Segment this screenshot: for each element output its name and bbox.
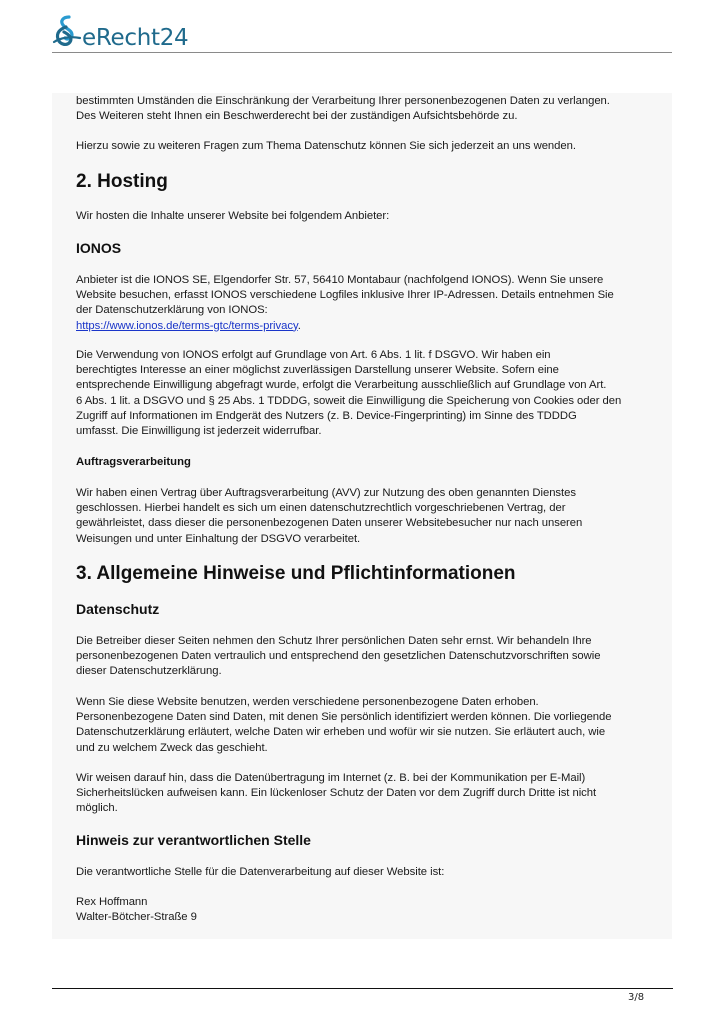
ionos-paragraph-1 — [76, 273, 652, 334]
responsible-address — [76, 895, 652, 925]
subheading-ionos: IONOS — [76, 240, 122, 256]
text-line: geschlossen. Hierbei handelt es sich um einen datenschutzrechtlich vorgeschriebenen Vertrag, der — [76, 502, 566, 515]
text-line: berechtigtes Interesse an einer möglichst zuverlässigen Darstellung unserer Website. Sofern eine — [76, 364, 559, 377]
logo-text: eRecht24 — [82, 25, 189, 51]
document-content — [52, 93, 672, 939]
text-line: personenbezogenen Daten vertraulich und entsprechend den gesetzlichen Datenschutzvorschriften sowie — [76, 650, 601, 663]
section-sign-icon — [52, 14, 82, 52]
section-heading-hosting: 2. Hosting — [76, 171, 168, 192]
text-line: Weisungen und unter Einhaltung der DSGVO verarbeitet. — [76, 532, 361, 545]
text-line: und zu welchem Zweck das geschieht. — [76, 741, 268, 754]
text-line: Die Verwendung von IONOS erfolgt auf Grundlage von Art. 6 Abs. 1 lit. f DSGVO. Wir haben ein — [76, 349, 551, 361]
text-line: umfasst. Die Einwilligung ist jederzeit widerrufbar. — [76, 425, 322, 438]
text-line: Zugriff auf Informationen im Endgerät des Nutzers (z. B. Device-Fingerprinting) im Sinne des TDDDG — [76, 409, 577, 422]
text-line: Wir haben einen Vertrag über Auftragsverarbeitung (AVV) zur Nutzung des oben genannten Dienstes — [76, 487, 576, 499]
text-line: möglich. — [76, 802, 118, 815]
text-line: Datenschutzerklärung erläutert, welche Daten wir erheben und wofür wir sie nutzen. Sie erläutert auch, wie — [76, 726, 606, 739]
text-line: gewährleistet, dass dieser die personenbezogenen Daten unserer Websitebesucher nur nach unseren — [76, 517, 583, 530]
privacy-paragraph-1 — [76, 634, 652, 680]
subheading-responsible-party: Hinweis zur verantwortlichen Stelle — [76, 832, 311, 848]
text-line: Anbieter ist die IONOS SE, Elgendorfer Str. 57, 56410 Montabaur (nachfolgend IONOS). Wenn Sie unsere — [76, 274, 604, 286]
text-line: Wir weisen darauf hin, dass die Datenübertragung im Internet (z. B. bei der Kommunikation per E-Mail) — [76, 772, 586, 784]
text-line: Sicherheitslücken aufweisen kann. Ein lückenloser Schutz der Daten vor dem Zugriff durch Dritte ist nicht — [76, 787, 597, 800]
text-line: Des Weiteren steht Ihnen ein Beschwerderecht bei der zuständigen Aufsichtsbehörde zu. — [76, 110, 518, 123]
responsible-name: Rex Hoffmann — [76, 896, 148, 908]
text-line: dieser Datenschutzerklärung. — [76, 665, 222, 678]
text-line: der Datenschutzerklärung von IONOS: — [76, 304, 268, 317]
responsible-intro: Die verantwortliche Stelle für die Datenverarbeitung auf dieser Website ist: — [76, 866, 445, 878]
header-divider — [52, 52, 672, 53]
footer-divider — [52, 988, 673, 989]
privacy-paragraph-2 — [76, 695, 652, 756]
ionos-privacy-link[interactable]: https://www.ionos.de/terms-gtc/terms-privacy — [76, 319, 298, 332]
hosting-intro: Wir hosten die Inhalte unserer Website bei folgendem Anbieter: — [76, 210, 390, 222]
text-line — [76, 319, 652, 334]
intro-paragraph-2: Hierzu sowie zu weiteren Fragen zum Thema Datenschutz können Sie sich jederzeit an uns wenden. — [76, 140, 576, 152]
ionos-paragraph-2 — [76, 348, 652, 439]
responsible-street: Walter-Bötcher-Straße 9 — [76, 911, 197, 924]
text-line: Website besuchen, erfasst IONOS verschiedene Logfiles inklusive Ihrer IP-Adressen. Details entnehmen Sie — [76, 289, 614, 302]
subheading-auftragsverarbeitung: Auftragsverarbeitung — [76, 456, 191, 468]
link-suffix: . — [297, 319, 301, 332]
intro-paragraph-1 — [76, 94, 652, 124]
text-line: Personenbezogene Daten sind Daten, mit denen Sie persönlich identifiziert werden können. Die vorliegende — [76, 711, 612, 724]
text-line: entsprechende Einwilligung abgefragt wurde, erfolgt die Verarbeitung ausschließlich auf Grundlage von Art. — [76, 379, 607, 392]
text-line: 6 Abs. 1 lit. a DSGVO und § 25 Abs. 1 TDDDG, soweit die Einwilligung die Speicherung von Cookies oder den — [76, 394, 622, 407]
text-line: bestimmten Umständen die Einschränkung der Verarbeitung Ihrer personenbezogenen Daten zu verlangen. — [76, 95, 610, 107]
page-number: 3/8 — [628, 992, 645, 1003]
page-header — [52, 14, 672, 54]
section-heading-general: 3. Allgemeine Hinweise und Pflichtinformationen — [76, 563, 516, 584]
avv-paragraph — [76, 486, 652, 547]
text-line: Die Betreiber dieser Seiten nehmen den Schutz Ihrer persönlichen Daten sehr ernst. Wir behandeln Ihre — [76, 635, 592, 647]
privacy-paragraph-3 — [76, 771, 652, 817]
subheading-datenschutz: Datenschutz — [76, 601, 160, 617]
text-line: Wenn Sie diese Website benutzen, werden verschiedene personenbezogene Daten erhoben. — [76, 696, 539, 708]
erecht24-logo — [52, 14, 188, 52]
